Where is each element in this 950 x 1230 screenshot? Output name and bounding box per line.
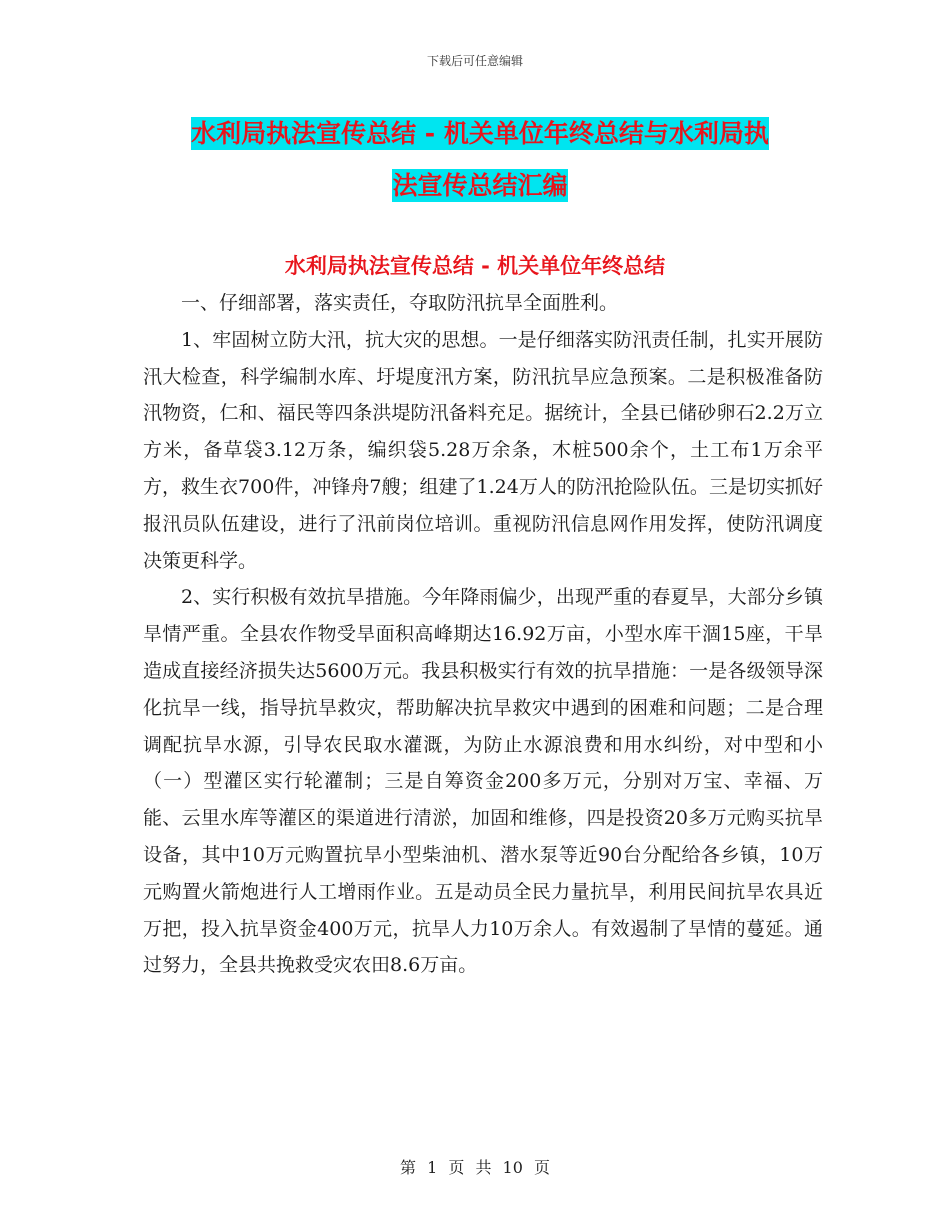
main-title-line-1: 水利局执法宣传总结 - 机关单位年终总结与水利局执 (191, 119, 769, 148)
main-title (140, 108, 820, 212)
section-title: 水利局执法宣传总结 - 机关单位年终总结 (284, 254, 666, 278)
paragraph-1: 一、仔细部署，落实责任，夺取防汛抗旱全面胜利。 (181, 292, 619, 314)
body-text (143, 285, 823, 984)
paragraph-3: 2、实行积极有效抗旱措施。今年降雨偏少，出现严重的春夏旱，大部分乡镇旱情严重。全县农作物受旱面积高峰期达16.92万亩，小型水库干涸15座，干旱造成直接经济损失达5600万元。我县积极实行有效的抗旱措施：一是各级领导深化抗旱一线，指导抗旱救灾，帮助解决抗旱救灾中遇到的困难和问题；二是合理调配抗旱水源，引导农民取水灌溉，为防止水源浪费和用水纠纷，对中型和小（一）型灌区实行轮灌制；三是自筹资金200多万元，分别对万宝、幸福、万能、云里水库等灌区的渠道进行清淤，加固和维修，四是投资20多万元购买抗旱设备，其中10万元购置抗旱小型柴油机、潜水泵等近90台分配给各乡镇，10万元购置火箭炮进行人工增雨作业。五是动员全民力量抗旱，利用民间抗旱农具近万把，投入抗旱资金400万元，抗旱人力10万余人。有效遏制了旱情的蔓延。通过努力，全县共挽救受灾农田8.6万亩。 (143, 586, 823, 977)
page-footer: 第 1 页 共 10 页 (400, 1158, 550, 1177)
header-note: 下载后可任意编辑 (426, 54, 523, 68)
main-title-line-2: 法宣传总结汇编 (392, 171, 568, 200)
paragraph-2: 1、牢固树立防大汛，抗大灾的思想。一是仔细落实防汛责任制，扎实开展防汛大检查，科学编制水库、圩堤度汛方案，防汛抗旱应急预案。二是积极准备防汛物资，仁和、福民等四条洪堤防汛备料充足。据统计，全县已储砂卵石2.2万立方米，备草袋3.12万条，编织袋5.28万余条，木桩500余个，土工布1万余平方，救生衣700件，冲锋舟7艘；组建了1.24万人的防汛抢险队伍。三是切实抓好报汛员队伍建设，进行了汛前岗位培训。重视防汛信息网作用发挥，使防汛调度决策更科学。 (143, 328, 823, 572)
